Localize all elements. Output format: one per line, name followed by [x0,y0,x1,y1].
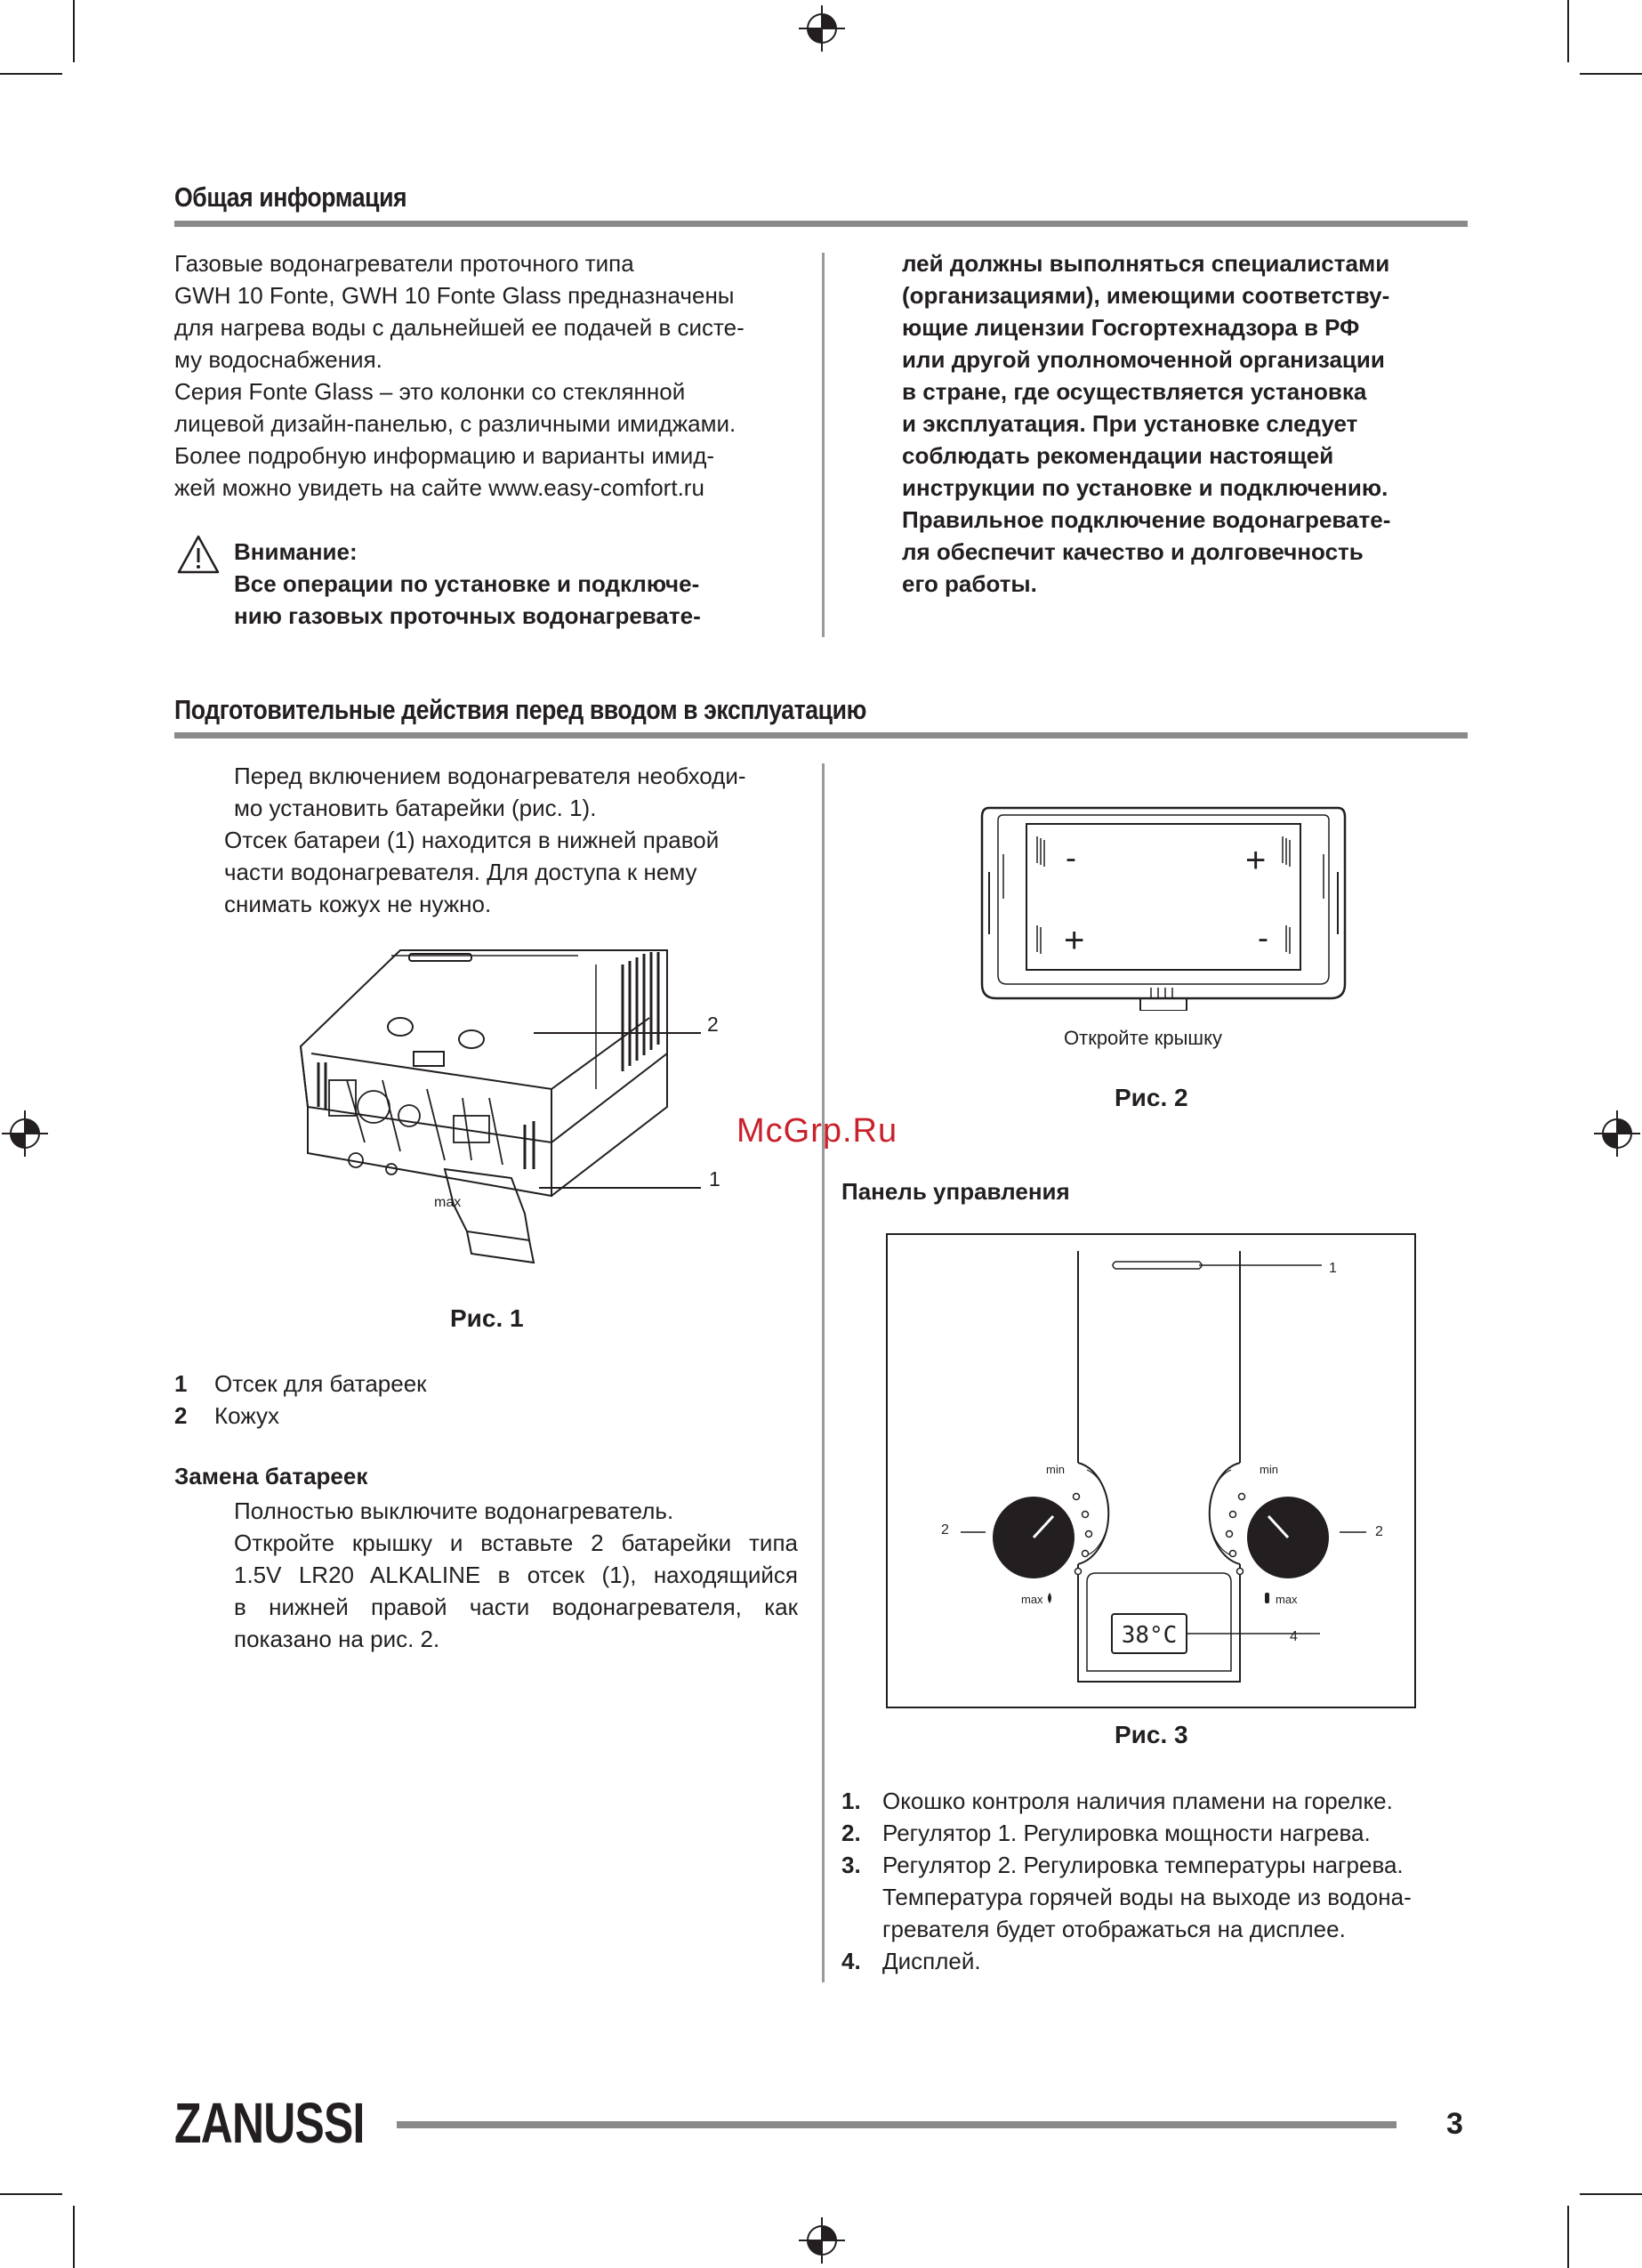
figure-3-control-panel [886,1233,1416,1708]
text-line: Откройте крышку и вставьте 2 батарейки типа [234,1529,798,1556]
control-panel-title: Панель управления [841,1178,1070,1205]
battery-plus-bottom-icon: + [1064,921,1085,960]
fig3-callout-1: 1 [1329,1261,1337,1276]
warning-title: Внимание: [234,538,358,565]
panel-item-continuation: Температура горячей воды на выходе из водона- [882,1884,1412,1910]
fig1-max-label: max [434,1195,462,1210]
text-line: в стране, где осуществляется установка [902,378,1367,405]
fig3-callout-4: 4 [1290,1629,1298,1644]
general-info-left-text [174,247,815,504]
fig1-callout-2: 2 [707,1013,719,1036]
text-line: жей можно увидеть на сайте www.easy-comfort.ru [174,474,704,501]
text-line: в нижней правой части водонагревателя, как [234,1594,798,1620]
legend-text: Кожух [214,1402,279,1429]
battery-minus-top-icon: - [1066,839,1076,876]
fig3-min-left: min [1046,1463,1065,1476]
text-line: или другой уполномоченной организации [902,346,1385,373]
crop-mark [73,2206,75,2268]
panel-item-text: Регулятор 2. Регулировка температуры нагрева. [882,1852,1404,1878]
text-line: Серия Fonte Glass – это колонки со стеклянной [174,378,686,405]
panel-item-number: 3. [841,1852,861,1878]
intro-text-b [224,824,811,920]
text-line: GWH 10 Fonte, GWH 10 Fonte Glass предназначены [174,282,735,309]
text-line: ля обеспечит качество и долговечность [902,538,1364,565]
crop-mark [0,73,62,75]
text-line: Отсек батареи (1) находится в нижней правой [224,827,720,853]
fig3-callout-2-right: 2 [1375,1524,1383,1539]
panel-item-text: Дисплей. [882,1948,981,1974]
text-line: и эксплуатация. При установке следует [902,410,1358,437]
panel-item-text: Регулятор 1. Регулировка мощности нагрева. [882,1820,1371,1846]
panel-item-number: 4. [841,1948,861,1974]
text-line: 1.5V LR20 ALKALINE в отсек (1), находящийся [234,1562,798,1588]
text-line: снимать кожух не нужно. [224,891,492,917]
legend-number: 1 [174,1370,188,1397]
legend-text: Отсек для батареек [214,1370,427,1397]
crop-mark [1580,2193,1642,2195]
crop-mark [1580,73,1642,75]
battery-plus-top-icon: + [1245,841,1267,880]
fig3-caption: Рис. 3 [1115,1721,1188,1748]
fig1-callout-1: 1 [709,1167,720,1190]
flame-icon [1048,1593,1051,1603]
text-line: части водонагревателя. Для доступа к нему [224,859,697,885]
text-line: му водоснабжения. [174,346,382,373]
section-title-preparation: Подготовительные действия перед вводом в эксплуатацию [174,694,866,725]
text-line: Газовые водонагреватели проточного типа [174,250,634,277]
registration-mark-icon [0,1109,50,1158]
legend-number: 2 [174,1402,188,1429]
fig1-leader-line-2 [534,1032,701,1034]
figure-2-battery-compartment [977,801,1350,1011]
panel-item [841,1817,1371,1849]
text-line: нию газовых проточных водонагревате- [234,602,701,629]
text-line: для нагрева воды с дальнейшей ее подачей в систе- [174,314,745,341]
crop-mark [0,2193,62,2195]
text-line: лей должны выполняться специалистами [902,250,1390,277]
section-rule [174,221,1468,227]
thermometer-icon [1265,1593,1269,1603]
fig3-max-right: max [1276,1593,1298,1606]
text-line: его работы. [902,570,1037,597]
crop-mark [1567,2206,1569,2268]
legend-item [174,1400,279,1432]
fig2-open-lid-label: Откройте крышку [1064,1027,1222,1049]
text-line: Правильное подключение водонагревате- [902,506,1391,533]
footer-rule [397,2121,1397,2128]
registration-mark-icon [1592,1109,1642,1158]
display-readout: 38°C [1121,1622,1178,1649]
crop-mark [73,0,75,62]
panel-item-number: 2. [841,1820,861,1846]
text-line: (организациями), имеющими соответству- [902,282,1390,309]
warning-block [234,536,839,632]
column-divider [822,763,825,1982]
panel-item-text: Окошко контроля наличия пламени на горелке. [882,1788,1393,1814]
fig3-callout-2-left: 2 [941,1522,949,1538]
zanussi-logo: ZANUSSI [174,2091,365,2155]
registration-mark-icon [797,2216,847,2265]
text-line: мо установить батарейки (рис. 1). [234,795,597,821]
panel-item [841,1785,1393,1817]
registration-mark-icon [797,4,847,53]
panel-item-number: 1. [841,1788,861,1814]
text-line: показано на рис. 2. [234,1626,440,1652]
crop-mark [1567,0,1569,62]
figure-1-water-heater-illustration [294,947,738,1267]
text-line: Полностью выключите водонагреватель. [234,1497,674,1524]
fig2-caption: Рис. 2 [1115,1084,1188,1111]
fig3-min-right: min [1260,1463,1278,1476]
column-divider [822,253,825,637]
page-number: 3 [1446,2107,1463,2141]
general-info-right-text [902,247,1489,600]
fig3-max-left: max [1021,1593,1043,1606]
replace-batteries-title: Замена батареек [174,1463,368,1489]
replace-batteries-text [234,1495,798,1655]
watermark: McGrp.Ru [736,1112,898,1150]
fig1-caption: Рис. 1 [450,1304,524,1332]
panel-item [841,1849,1404,1881]
text-line: Перед включением водонагревателя необходи- [234,763,746,789]
section-rule [174,732,1468,739]
legend-item [174,1368,427,1400]
text-line: инструкции по установке и подключению. [902,474,1388,501]
text-line: соблюдать рекомендации настоящей [902,442,1334,469]
intro-text-a [234,760,821,824]
text-line: Более подробную информацию и варианты имид- [174,442,715,469]
text-line: лицевой дизайн-панелью, с различными имиджами. [174,410,736,437]
section-title-general-info: Общая информация [174,182,407,213]
text-line: Все операции по установке и подключе- [234,570,700,597]
text-line: ющие лицензии Госгортехнадзора в РФ [902,314,1360,341]
panel-item-continuation: гревателя будет отображаться на дисплее. [882,1916,1346,1942]
warning-icon [176,534,221,575]
panel-item [841,1945,981,1977]
battery-minus-bottom-icon: - [1258,919,1268,956]
fig1-leader-line-1 [539,1187,701,1189]
